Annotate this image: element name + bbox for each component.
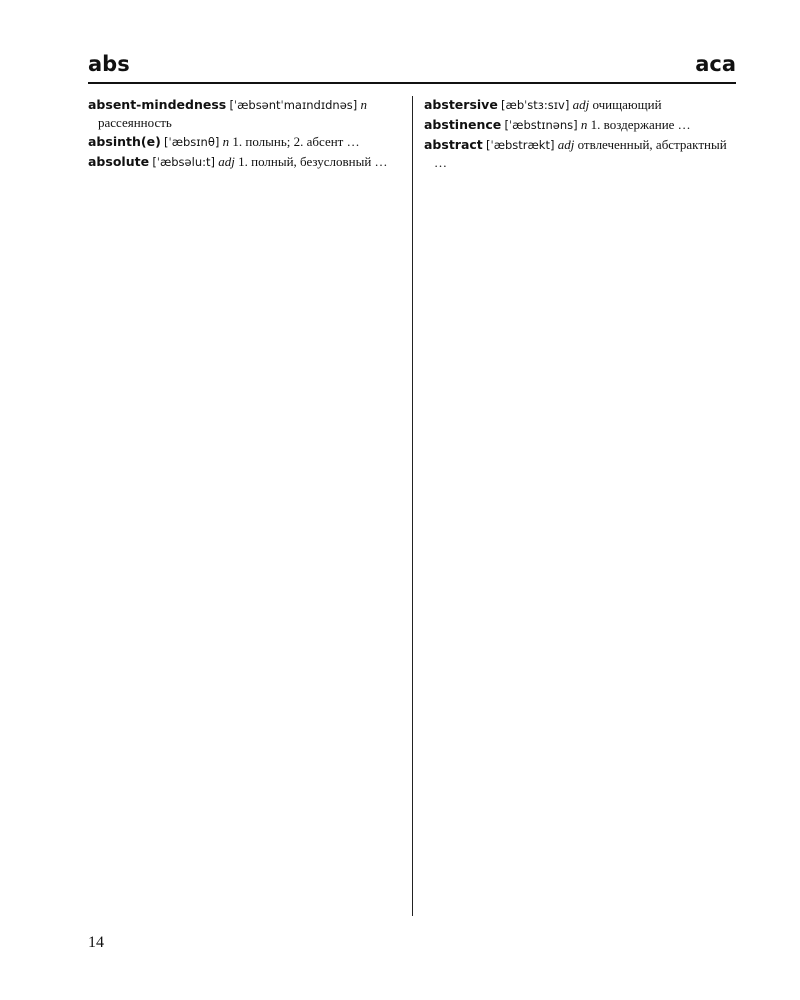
pronunciation: [ˈæbsəntˈmaɪndɪdnəs]: [229, 98, 358, 112]
headword: absolute: [88, 154, 150, 169]
dictionary-entry: [424, 96, 739, 114]
part-of-speech: n: [360, 97, 367, 112]
pronunciation: [ˈæbsəlu:t]: [152, 155, 215, 169]
pronunciation: [æbˈstɜ:sɪv]: [501, 98, 570, 112]
header-rule: [88, 82, 736, 84]
headword: absinth(e): [88, 134, 161, 149]
headword: absent-mindedness: [88, 97, 227, 112]
definition: 1. воздержание …: [590, 117, 691, 132]
part-of-speech: adj: [572, 97, 590, 112]
headword: abstersive: [424, 97, 498, 112]
headword: abstract: [424, 137, 483, 152]
part-of-speech: n: [580, 117, 588, 132]
headword: abstinence: [424, 117, 502, 132]
definition: очищающий: [592, 97, 662, 112]
definition: 1. полный, безусловный …: [238, 154, 388, 169]
guide-word-first: abs: [88, 52, 130, 76]
guide-word-last: aca: [695, 52, 736, 76]
column-divider: [412, 96, 413, 916]
pronunciation: [ˈæbsɪnθ]: [164, 135, 220, 149]
part-of-speech: adj: [218, 154, 235, 169]
definition: отвлеченный, абстрактный …: [434, 137, 727, 170]
pronunciation: [ˈæbstrækt]: [486, 138, 555, 152]
right-column: [424, 96, 739, 173]
dictionary-entry: [88, 153, 403, 171]
part-of-speech: adj: [557, 137, 575, 152]
dictionary-entry: [424, 116, 739, 134]
left-column: [88, 96, 403, 173]
dictionary-entry: [88, 96, 403, 131]
page-number: 14: [88, 934, 104, 951]
dictionary-entry: [424, 136, 739, 171]
definition: рассеянность: [98, 115, 172, 130]
pronunciation: [ˈæbstɪnəns]: [504, 118, 578, 132]
part-of-speech: n: [222, 134, 230, 149]
page-header: [88, 52, 736, 80]
dictionary-entry: [88, 133, 403, 151]
definition: 1. полынь; 2. абсент …: [232, 134, 360, 149]
